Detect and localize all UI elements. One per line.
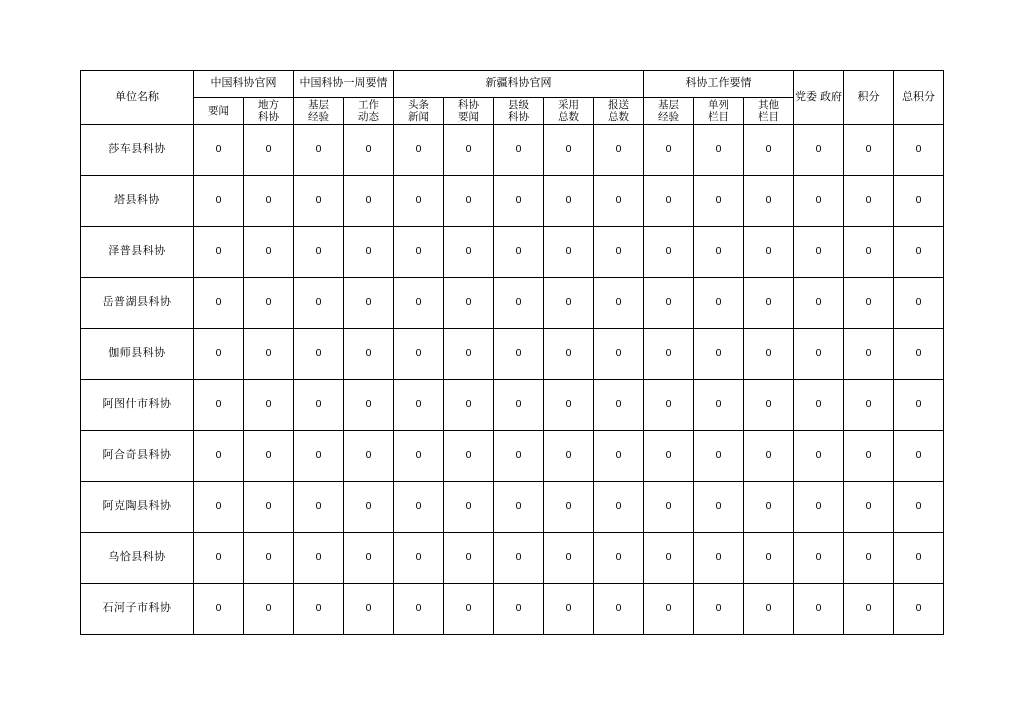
header-sub-8-line1: 报送 (608, 98, 629, 111)
cell-value: 0 (394, 482, 444, 533)
header-sub-4 (394, 98, 444, 125)
cell-value: 0 (744, 329, 794, 380)
cell-value: 0 (794, 584, 844, 635)
row-unit-name: 泽普县科协 (81, 227, 194, 278)
cell-value: 0 (244, 380, 294, 431)
header-sub-4-line2: 新闻 (408, 111, 429, 123)
table-row (81, 227, 944, 278)
header-sub-11-line2: 栏目 (758, 111, 779, 123)
cell-value: 0 (644, 584, 694, 635)
table-row (81, 125, 944, 176)
cell-value: 0 (644, 431, 694, 482)
cell-value: 0 (344, 278, 394, 329)
header-sub-5 (444, 98, 494, 125)
cell-value: 0 (594, 227, 644, 278)
header-unit-name: 单位名称 (81, 71, 194, 125)
cell-value: 0 (444, 533, 494, 584)
table-row (81, 482, 944, 533)
cell-value: 0 (194, 278, 244, 329)
header-sub-6-line1: 县级 (508, 98, 529, 111)
cell-value: 0 (744, 227, 794, 278)
cell-value: 0 (294, 584, 344, 635)
header-sub-2-line2: 经验 (308, 111, 329, 123)
cell-value: 0 (694, 176, 744, 227)
cell-value: 0 (644, 125, 694, 176)
header-sub-1 (244, 98, 294, 125)
cell-value: 0 (444, 227, 494, 278)
cell-value: 0 (794, 533, 844, 584)
cell-value: 0 (644, 227, 694, 278)
cell-value: 0 (294, 278, 344, 329)
cell-value: 0 (794, 329, 844, 380)
cell-value: 0 (244, 431, 294, 482)
header-sub-1-line2: 科协 (258, 111, 279, 123)
cell-value: 0 (744, 533, 794, 584)
header-group-3: 科协工作要情 (644, 71, 794, 98)
cell-value: 0 (644, 329, 694, 380)
cell-value: 0 (744, 278, 794, 329)
cell-value: 0 (694, 533, 744, 584)
cell-value: 0 (694, 380, 744, 431)
cell-value: 0 (594, 380, 644, 431)
cell-value: 0 (344, 482, 394, 533)
header-sub-4-line1: 头条 (408, 98, 429, 111)
cell-value: 0 (844, 482, 894, 533)
cell-value: 0 (794, 431, 844, 482)
cell-value: 0 (344, 125, 394, 176)
cell-value: 0 (244, 278, 294, 329)
cell-value: 0 (594, 431, 644, 482)
row-unit-name: 阿图什市科协 (81, 380, 194, 431)
row-unit-name: 莎车县科协 (81, 125, 194, 176)
cell-value: 0 (494, 380, 544, 431)
header-sub-8-line2: 总数 (608, 111, 629, 123)
cell-value: 0 (394, 329, 444, 380)
cell-value: 0 (244, 482, 294, 533)
cell-value: 0 (544, 278, 594, 329)
cell-value: 0 (644, 278, 694, 329)
row-unit-name: 阿合奇县科协 (81, 431, 194, 482)
cell-value: 0 (294, 482, 344, 533)
cell-value: 0 (694, 482, 744, 533)
header-sub-10-line2: 栏目 (708, 111, 729, 123)
table-header (81, 71, 944, 125)
header-sub-2 (294, 98, 344, 125)
cell-value: 0 (744, 584, 794, 635)
table-row (81, 533, 944, 584)
header-sub-9 (644, 98, 694, 125)
cell-value: 0 (444, 329, 494, 380)
cell-value: 0 (394, 380, 444, 431)
cell-value: 0 (194, 329, 244, 380)
cell-value: 0 (844, 125, 894, 176)
table-body (81, 125, 944, 635)
header-sub-7-line2: 总数 (558, 111, 579, 123)
cell-value: 0 (594, 584, 644, 635)
cell-value: 0 (344, 533, 394, 584)
cell-value: 0 (394, 533, 444, 584)
cell-value: 0 (444, 431, 494, 482)
cell-value: 0 (494, 176, 544, 227)
header-sub-10 (694, 98, 744, 125)
header-party-gov (794, 71, 844, 125)
row-unit-name: 塔县科协 (81, 176, 194, 227)
cell-value: 0 (844, 533, 894, 584)
cell-value: 0 (644, 380, 694, 431)
cell-value: 0 (194, 125, 244, 176)
cell-value: 0 (244, 533, 294, 584)
header-group-2: 新疆科协官网 (394, 71, 644, 98)
cell-value: 0 (544, 227, 594, 278)
cell-value: 0 (894, 278, 944, 329)
header-sub-0 (194, 98, 244, 125)
cell-value: 0 (844, 176, 894, 227)
cell-value: 0 (694, 584, 744, 635)
header-sub-6 (494, 98, 544, 125)
cell-value: 0 (444, 482, 494, 533)
table-row (81, 278, 944, 329)
cell-value: 0 (544, 380, 594, 431)
header-sub-7-line1: 采用 (558, 98, 579, 111)
cell-value: 0 (794, 227, 844, 278)
cell-value: 0 (894, 380, 944, 431)
cell-value: 0 (544, 482, 594, 533)
cell-value: 0 (844, 278, 894, 329)
cell-value: 0 (244, 176, 294, 227)
cell-value: 0 (494, 125, 544, 176)
cell-value: 0 (644, 482, 694, 533)
header-sub-3 (344, 98, 394, 125)
row-unit-name: 乌恰县科协 (81, 533, 194, 584)
cell-value: 0 (644, 533, 694, 584)
cell-value: 0 (594, 329, 644, 380)
cell-value: 0 (794, 125, 844, 176)
cell-value: 0 (444, 125, 494, 176)
cell-value: 0 (344, 584, 394, 635)
cell-value: 0 (894, 431, 944, 482)
cell-value: 0 (894, 329, 944, 380)
header-sub-2-line1: 基层 (308, 98, 329, 111)
cell-value: 0 (544, 125, 594, 176)
cell-value: 0 (444, 176, 494, 227)
cell-value: 0 (694, 227, 744, 278)
cell-value: 0 (244, 584, 294, 635)
header-sub-6-line2: 科协 (508, 111, 529, 123)
header-group-1: 中国科协一周要情 (294, 71, 394, 98)
header-sub-7 (544, 98, 594, 125)
cell-value: 0 (794, 380, 844, 431)
cell-value: 0 (894, 176, 944, 227)
table-row (81, 380, 944, 431)
cell-value: 0 (794, 278, 844, 329)
header-sub-9-line2: 经验 (658, 111, 679, 123)
cell-value: 0 (544, 329, 594, 380)
cell-value: 0 (594, 176, 644, 227)
cell-value: 0 (294, 227, 344, 278)
cell-value: 0 (894, 584, 944, 635)
header-sub-9-line1: 基层 (658, 98, 679, 111)
cell-value: 0 (344, 329, 394, 380)
score-table-container (80, 70, 944, 635)
header-sub-3-line2: 动态 (358, 111, 379, 123)
row-unit-name: 岳普湖县科协 (81, 278, 194, 329)
cell-value: 0 (494, 431, 544, 482)
cell-value: 0 (244, 329, 294, 380)
cell-value: 0 (194, 176, 244, 227)
cell-value: 0 (744, 380, 794, 431)
cell-value: 0 (894, 125, 944, 176)
cell-value: 0 (744, 176, 794, 227)
table-row (81, 431, 944, 482)
row-unit-name: 阿克陶县科协 (81, 482, 194, 533)
cell-value: 0 (694, 278, 744, 329)
score-table (80, 70, 944, 635)
table-row (81, 176, 944, 227)
cell-value: 0 (294, 431, 344, 482)
cell-value: 0 (544, 431, 594, 482)
cell-value: 0 (444, 380, 494, 431)
cell-value: 0 (344, 431, 394, 482)
cell-value: 0 (844, 584, 894, 635)
cell-value: 0 (244, 125, 294, 176)
cell-value: 0 (294, 380, 344, 431)
header-sub-11-line1: 其他 (758, 98, 779, 111)
cell-value: 0 (294, 329, 344, 380)
table-row (81, 329, 944, 380)
cell-value: 0 (744, 482, 794, 533)
header-total-points: 总积分 (894, 71, 944, 125)
cell-value: 0 (794, 482, 844, 533)
cell-value: 0 (544, 533, 594, 584)
cell-value: 0 (494, 227, 544, 278)
header-party-gov-line1: 党委 (794, 90, 817, 103)
cell-value: 0 (294, 533, 344, 584)
cell-value: 0 (694, 431, 744, 482)
cell-value: 0 (294, 125, 344, 176)
header-sub-11 (744, 98, 794, 125)
cell-value: 0 (694, 329, 744, 380)
cell-value: 0 (694, 125, 744, 176)
header-sub-10-line1: 单列 (708, 98, 729, 111)
cell-value: 0 (394, 278, 444, 329)
cell-value: 0 (894, 227, 944, 278)
cell-value: 0 (194, 584, 244, 635)
cell-value: 0 (394, 584, 444, 635)
header-sub-1-line1: 地方 (258, 98, 279, 111)
cell-value: 0 (344, 176, 394, 227)
cell-value: 0 (444, 278, 494, 329)
cell-value: 0 (344, 227, 394, 278)
header-sub-3-line1: 工作 (358, 98, 379, 111)
cell-value: 0 (594, 482, 644, 533)
cell-value: 0 (194, 431, 244, 482)
header-sub-0-line1: 要闻 (208, 104, 229, 117)
cell-value: 0 (244, 227, 294, 278)
header-points: 积分 (844, 71, 894, 125)
header-party-gov-line2: 政府 (820, 90, 843, 103)
cell-value: 0 (194, 380, 244, 431)
cell-value: 0 (844, 227, 894, 278)
row-unit-name: 石河子市科协 (81, 584, 194, 635)
row-unit-name: 伽师县科协 (81, 329, 194, 380)
cell-value: 0 (194, 227, 244, 278)
header-sub-5-line2: 要闻 (458, 111, 479, 123)
cell-value: 0 (494, 329, 544, 380)
cell-value: 0 (544, 584, 594, 635)
cell-value: 0 (494, 278, 544, 329)
cell-value: 0 (594, 125, 644, 176)
cell-value: 0 (394, 125, 444, 176)
cell-value: 0 (394, 176, 444, 227)
cell-value: 0 (894, 482, 944, 533)
header-sub-8 (594, 98, 644, 125)
cell-value: 0 (644, 176, 694, 227)
cell-value: 0 (194, 482, 244, 533)
cell-value: 0 (844, 380, 894, 431)
header-group-0: 中国科协官网 (194, 71, 294, 98)
cell-value: 0 (794, 176, 844, 227)
cell-value: 0 (394, 227, 444, 278)
cell-value: 0 (494, 584, 544, 635)
table-row (81, 584, 944, 635)
cell-value: 0 (844, 431, 894, 482)
header-sub-5-line1: 科协 (458, 98, 479, 111)
cell-value: 0 (494, 482, 544, 533)
cell-value: 0 (744, 431, 794, 482)
cell-value: 0 (394, 431, 444, 482)
cell-value: 0 (894, 533, 944, 584)
cell-value: 0 (544, 176, 594, 227)
cell-value: 0 (294, 176, 344, 227)
header-row-groups (81, 71, 944, 98)
cell-value: 0 (594, 533, 644, 584)
cell-value: 0 (194, 533, 244, 584)
cell-value: 0 (444, 584, 494, 635)
cell-value: 0 (494, 533, 544, 584)
cell-value: 0 (594, 278, 644, 329)
cell-value: 0 (844, 329, 894, 380)
cell-value: 0 (344, 380, 394, 431)
cell-value: 0 (744, 125, 794, 176)
